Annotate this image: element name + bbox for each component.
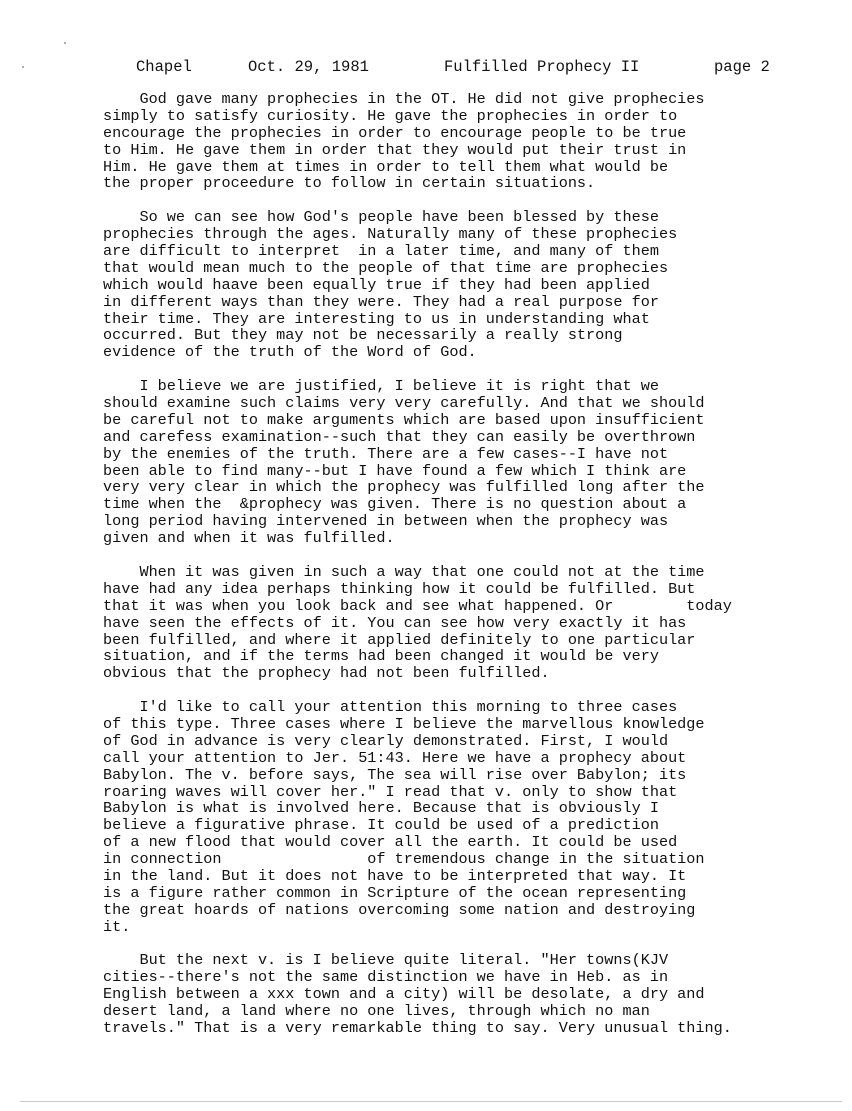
- text-line: Him. He gave them at times in order to tell them what would be: [103, 157, 669, 176]
- paragraph: [103, 952, 823, 1036]
- text-line: in connection of tremendous change in the situation: [103, 850, 705, 869]
- text-line: desert land, a land where no one lives, through which no man: [103, 1002, 650, 1021]
- text-line: the great hoards of nations overcoming some nation and destroying: [103, 900, 696, 919]
- paragraph: [103, 378, 823, 547]
- text-line: their time. They are interesting to us in understanding what: [103, 309, 650, 328]
- text-line: in different ways than they were. They had a real purpose for: [103, 292, 659, 311]
- text-line: prophecies through the ages. Naturally many of these prophecies: [103, 225, 678, 244]
- header-title: Fulfilled Prophecy II: [444, 58, 640, 76]
- text-line: very very clear in which the prophecy was fulfilled long after the: [103, 478, 705, 497]
- paragraph: [103, 209, 823, 361]
- page-header: [0, 58, 852, 80]
- text-line: are difficult to interpret in a later time, and many of them: [103, 242, 659, 261]
- text-line: occurred. But they may not be necessarily a really strong: [103, 326, 623, 345]
- text-line: English between a xxx town and a city) will be desolate, a dry and: [103, 985, 705, 1004]
- text-line: should examine such claims very very carefully. And that we should: [103, 394, 705, 413]
- text-line: So we can see how God's people have been blessed by these: [103, 208, 659, 227]
- text-line: and carefess examination--such that they can easily be overthrown: [103, 427, 696, 446]
- text-line: situation, and if the terms had been changed it would be very: [103, 647, 659, 666]
- text-line: cities--there's not the same distinction we have in Heb. as in: [103, 968, 669, 987]
- text-line: long period having intervened in between when the prophecy was: [103, 512, 669, 531]
- text-line: When it was given in such a way that one could not at the time: [103, 562, 705, 581]
- text-line: time when the &prophecy was given. There is no question about a: [103, 495, 687, 514]
- text-line: roaring waves will cover her." I read that v. only to show that: [103, 782, 678, 801]
- text-line: given and when it was fulfilled.: [103, 529, 395, 548]
- text-line: call your attention to Jer. 51:43. Here we have a prophecy about: [103, 748, 687, 767]
- text-line: God gave many prophecies in the OT. He did not give prophecies: [103, 90, 705, 108]
- text-line: by the enemies of the truth. There are a few cases--I have not: [103, 444, 669, 463]
- text-line: I believe we are justified, I believe it is right that we: [103, 377, 659, 396]
- text-line: simply to satisfy curiosity. He gave the prophecies in order to: [103, 106, 678, 125]
- text-line: which would haave been equally true if they had been applied: [103, 275, 650, 294]
- header-page-number: page 2: [714, 58, 770, 76]
- text-line: it.: [103, 917, 131, 936]
- text-line: obvious that the prophecy had not been fulfilled.: [103, 664, 550, 683]
- text-line: been able to find many--but I have found a few which I think are: [103, 461, 687, 480]
- text-line: I'd like to call your attention this morning to three cases: [103, 698, 678, 717]
- text-line: that it was when you look back and see what happened. Or today: [103, 596, 732, 615]
- text-line: have seen the effects of it. You can see how very exactly it has: [103, 613, 687, 632]
- scan-speck: [22, 66, 24, 68]
- paragraph: [103, 564, 823, 682]
- text-line: the proper proceedure to follow in certain situations.: [103, 174, 596, 193]
- text-line: that would mean much to the people of that time are prophecies: [103, 258, 669, 277]
- text-line: believe a figurative phrase. It could be used of a prediction: [103, 816, 659, 835]
- text-line: evidence of the truth of the Word of God.: [103, 343, 477, 362]
- text-line: of God in advance is very clearly demonstrated. First, I would: [103, 731, 669, 750]
- text-line: been fulfilled, and where it applied definitely to one particular: [103, 630, 696, 649]
- text-line: Babylon. The v. before says, The sea will rise over Babylon; its: [103, 765, 687, 784]
- header-chapel: Chapel: [136, 58, 192, 76]
- paragraph: [103, 699, 823, 935]
- document-body: [103, 91, 823, 1054]
- scan-speck: [64, 42, 66, 44]
- header-date: Oct. 29, 1981: [248, 58, 369, 76]
- text-line: have had any idea perhaps thinking how it could be fulfilled. But: [103, 579, 696, 598]
- paragraph: [103, 91, 823, 192]
- bottom-scan-edge: [20, 1101, 842, 1102]
- text-line: Babylon is what is involved here. Because that is obviously I: [103, 799, 659, 818]
- text-line: be careful not to make arguments which are based upon insufficient: [103, 410, 705, 429]
- text-line: encourage the prophecies in order to encourage people to be true: [103, 123, 687, 142]
- text-line: of this type. Three cases where I believe the marvellous knowledge: [103, 714, 705, 733]
- text-line: to Him. He gave them in order that they would put their trust in: [103, 140, 687, 159]
- text-line: in the land. But it does not have to be interpreted that way. It: [103, 866, 687, 885]
- text-line: is a figure rather common in Scripture of the ocean representing: [103, 883, 687, 902]
- text-line: travels." That is a very remarkable thing to say. Very unusual thing.: [103, 1018, 732, 1037]
- text-line: But the next v. is I believe quite literal. "Her towns(KJV: [103, 951, 669, 970]
- text-line: of a new flood that would cover all the earth. It could be used: [103, 833, 678, 852]
